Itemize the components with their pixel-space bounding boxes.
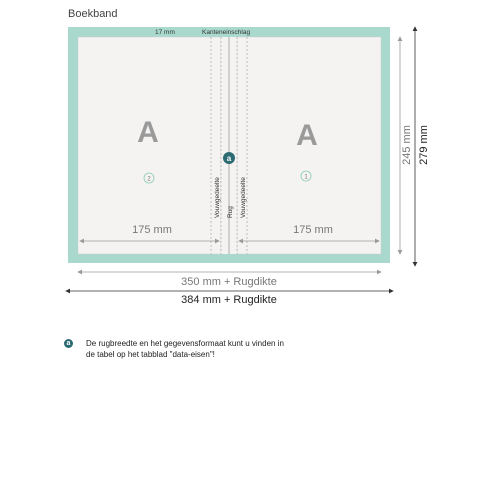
footnote-badge: a [64,339,73,348]
width-left-label: 175 mm [132,224,172,236]
footnote-line-2: de tabel op het tabblad "data-eisen"! [86,350,215,359]
page-title: Boekband [68,8,118,20]
kanteneinschlag-label: Kanteneinschlag [202,29,251,36]
footnote-line-1: De rugbreedte en het gegevensformaat kunt u vinden in [86,339,284,348]
width-right-label: 175 mm [293,224,333,236]
height-inner-label: 245 mm [401,125,413,165]
right-circle-label: 1 [304,174,308,181]
left-letter: A [137,116,159,149]
total-inner-label: 350 mm + Rugdikte [181,276,277,288]
footnote-text [86,338,314,360]
spine-badge-label: a [226,154,232,163]
left-circle-label: 2 [147,176,151,183]
height-outer-label: 279 mm [418,125,430,165]
total-outer-label: 384 mm + Rugdikte [181,294,277,306]
footnote [64,338,314,360]
vouwgedeelte-right-label: Vouwgedeelte [240,177,247,218]
rug-label: Rug [227,206,234,218]
right-letter: A [296,119,318,152]
kanten-mm-label: 17 mm [155,29,175,36]
vouwgedeelte-left-label: Vouwgedeelte [214,177,221,218]
